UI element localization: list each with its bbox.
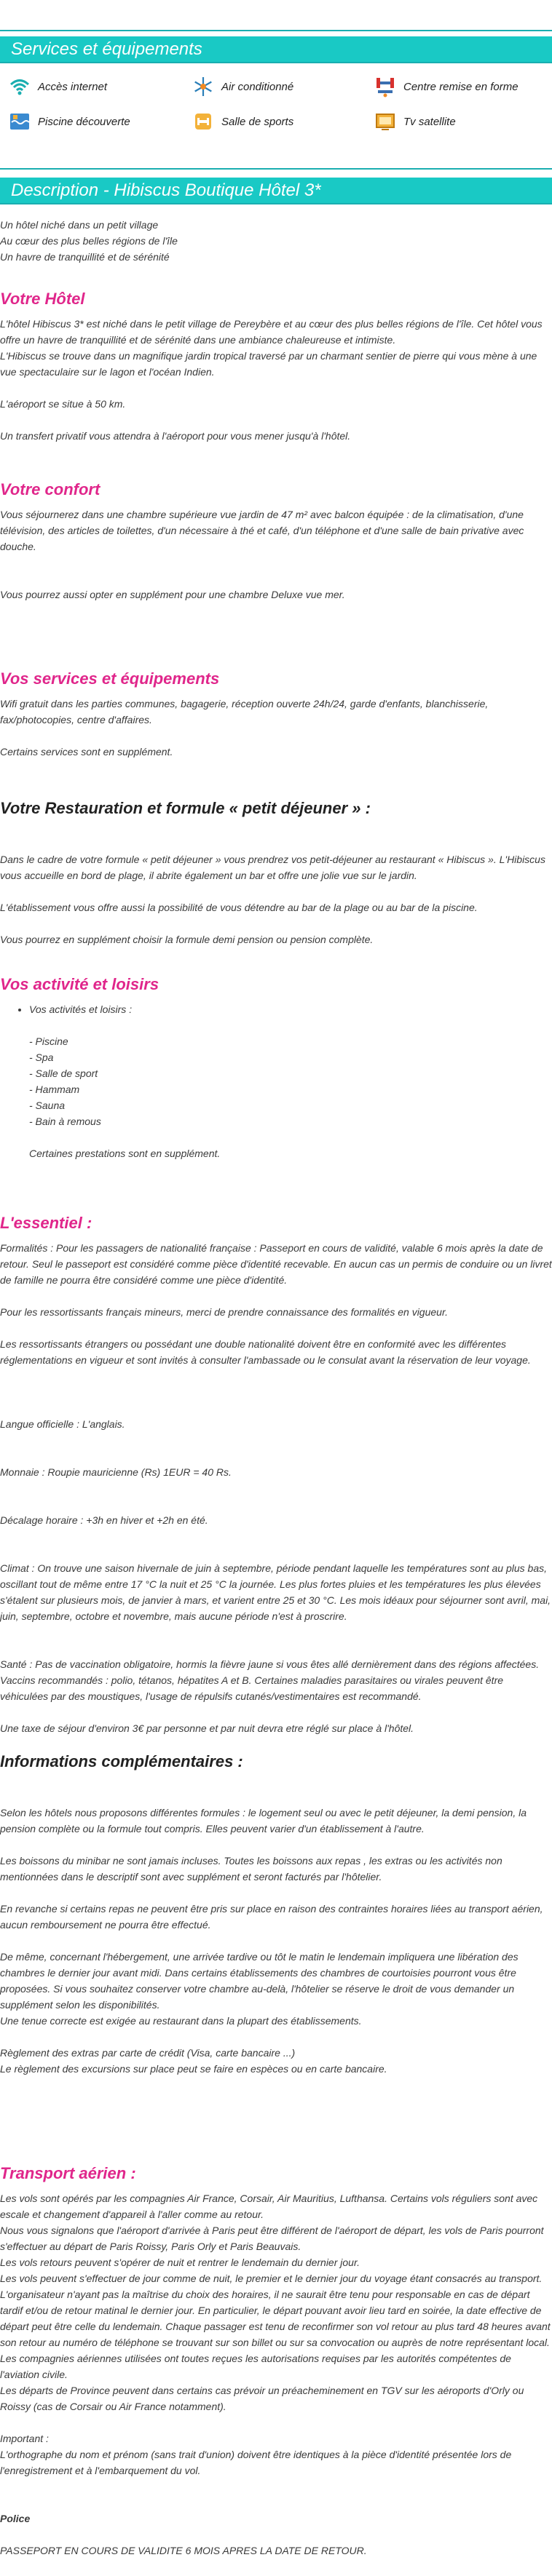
paragraph: Les ressortissants étrangers ou possédant une double nationalité doivent être en conformité avec les différentes réglementations en vigueur et sont invités à consulter l'ambassade ou le consulat avant la réservation de leur voyage. <box>0 1338 531 1366</box>
description-bottom-rule <box>0 203 552 204</box>
transport-section <box>0 2163 552 2559</box>
pool-icon <box>7 111 32 132</box>
paragraph: Vous pourrez aussi opter en supplément pour une chambre Deluxe vue mer. <box>0 589 345 600</box>
paragraph: Un transfert privatif vous attendra à l'aéroport pour vous mener jusqu'à l'hôtel. <box>0 430 351 442</box>
paragraph: L'établissement vous offre aussi la possibilité de vous détendre au bar de la plage ou au bar de la piscine. <box>0 902 478 913</box>
activities-list <box>0 1001 552 1017</box>
amenities-grid <box>0 76 552 140</box>
activities-note: Certaines prestations sont en supplément. <box>29 1148 221 1159</box>
paragraph: Pour les ressortissants français mineurs, merci de prendre connaissance des formalités en vigueur. <box>0 1306 448 1318</box>
section-title: Votre Hôtel <box>0 290 85 308</box>
intro-line: Un hôtel niché dans un petit village <box>0 219 159 231</box>
passport-notice: PASSEPORT EN COURS DE VALIDITE 6 MOIS APRES LA DATE DE RETOUR. <box>0 2545 367 2556</box>
services-section <box>0 668 552 760</box>
services-banner: Services et équipements <box>0 36 552 62</box>
paragraph: Décalage horaire : +3h en hiver et +2h en été. <box>0 1514 208 1526</box>
activity-item: - Sauna <box>29 1100 66 1111</box>
paragraph: De même, concernant l'hébergement, une arrivée tardive ou tôt le matin le lendemain impliquera une libération des chambres le dernier jour avant midi. Dans certains établissements des chambres de courtoisies pourront vous être proposées. Si vous souhaitez conserver votre chambre au-delà, l'hôtelier se réserve le droit de vous demander un supplément selon les disponibilités. <box>0 1951 519 2011</box>
description-top-rule <box>0 168 552 170</box>
section-title: Votre confort <box>0 480 100 498</box>
paragraph: Le règlement des excursions sur place peut se faire en espèces ou en carte bancaire. <box>0 2063 387 2075</box>
amenity-label: Salle de sports <box>221 115 294 128</box>
services-top-rule <box>0 30 552 31</box>
paragraph: Nous vous signalons que l'aéroport d'arrivée à Paris peut être différent de l'aéroport de départ, les vols de Paris pourront s'effectuer au départ de Paris Roissy, Paris Orly et Paris Beauvais. <box>0 2225 544 2252</box>
fitness-icon <box>373 76 398 98</box>
intro-line: Un havre de tranquillité et de sérénité <box>0 251 170 263</box>
paragraph: Climat : On trouve une saison hivernale de juin à septembre, période pendant laquelle les températures sont au plus bas, oscillant tout de même entre 17 °C la nuit et 25 °C la journée. Les plus fortes pluies et les températures les plus élevées s'étalent sur plusieurs mois, de janvier à mars, et varient entre 25 et 30 °C. Les mois idéaux pour séjourner sont avril, mai, juin, septembre, octobre et novembre, mais aucune période n'est à proscrire. <box>0 1562 551 1622</box>
section-title: Vos activité et loisirs <box>0 975 159 993</box>
paragraph: Selon les hôtels nous proposons différentes formules : le logement seul ou avec le petit déjeuner, la demi pension, la pension complète ou la formule tout compris. Elles peuvent varier d'un établissement à l'autre. <box>0 1807 527 1834</box>
paragraph: L'aéroport se situe à 50 km. <box>0 398 126 410</box>
paragraph: Formalités : Pour les passagers de nationalité française : Passeport en cours de validité, valable 6 mois après la date de retour. Seul le passeport est considéré comme pièce d'identité recevable. En aucun cas un permis de conduire ou un livret de famille ne pourra être considéré comme une pièce d'identité. <box>0 1242 552 1286</box>
paragraph: En revanche si certains repas ne peuvent être pris sur place en raison des contraintes horaires liées au transport aérien, aucun remboursement ne pourra être effectué. <box>0 1903 543 1931</box>
amenity-internet <box>7 76 107 98</box>
paragraph: Règlement des extras par carte de crédit (Visa, carte bancaire ...) <box>0 2047 296 2059</box>
amenity-fitness <box>373 76 519 98</box>
paragraph: Une tenue correcte est exigée au restaurant dans la plupart des établissements. <box>0 2015 362 2027</box>
section-title: Votre Restauration et formule « petit déjeuner » : <box>0 799 371 817</box>
section-title: Informations complémentaires : <box>0 1752 243 1770</box>
paragraph: L'orthographe du nom et prénom (sans trait d'union) doivent être identiques à la pièce d'identité présentée lors de l'enregistrement et à l'embarquement du vol. <box>0 2449 512 2476</box>
activities-items <box>0 1033 552 1161</box>
activity-item: - Hammam <box>29 1084 80 1095</box>
amenity-pool <box>7 111 130 132</box>
paragraph: Les vols sont opérés par les compagnies Air France, Corsair, Air Mauritius, Lufthansa. Certains vols réguliers sont avec escale et changement d'appareil à l'aller comme au retour. <box>0 2193 538 2220</box>
intro-block <box>0 217 552 265</box>
paragraph: Langue officielle : L'anglais. <box>0 1418 125 1430</box>
paragraph: Vous pourrez en supplément choisir la formule demi pension ou pension complète. <box>0 934 374 945</box>
section-title: Transport aérien : <box>0 2164 136 2182</box>
amenity-label: Tv satellite <box>403 115 456 128</box>
amenity-label: Air conditionné <box>221 80 294 93</box>
activity-item: - Spa <box>29 1052 54 1063</box>
snowflake-icon <box>191 76 216 98</box>
paragraph: Dans le cadre de votre formule « petit déjeuner » vous prendrez vos petit-déjeuner au restaurant « Hibiscus ». L'Hibiscus vous accueille en bord de plage, il abrite également un bar et offre une jolie vue sur le jardin. <box>0 854 545 881</box>
paragraph: Wifi gratuit dans les parties communes, bagagerie, réception ouverte 24h/24, garde d'enfants, blanchisserie, fax/photocopies, centre d'affaires. <box>0 698 489 726</box>
activities-bullet: • Vos activités et loisirs : <box>29 1001 552 1017</box>
amenity-gym <box>191 111 293 132</box>
wifi-icon <box>7 76 32 98</box>
activity-item: - Bain à remous <box>29 1116 101 1127</box>
votre-confort-section <box>0 479 552 603</box>
paragraph: Une taxe de séjour d'environ 3€ par personne et par nuit devra etre réglé sur place à l'hôtel. <box>0 1722 414 1734</box>
services-bottom-rule <box>0 62 552 63</box>
amenity-label: Accès internet <box>38 80 108 93</box>
paragraph: Les vols retours peuvent s'opérer de nuit et rentrer le lendemain du dernier jour. <box>0 2257 360 2268</box>
paragraph: L'Hibiscus se trouve dans un magnifique jardin tropical traversé par un charmant sentier de pierre qui vous mène à une vue spectaculaire sur le lagon et l'océan Indien. <box>0 350 537 378</box>
paragraph: Monnaie : Roupie mauricienne (Rs) 1EUR = 40 Rs. <box>0 1466 232 1478</box>
section-title: Vos services et équipements <box>0 669 220 688</box>
intro-line: Au cœur des plus belles régions de l'île <box>0 235 178 247</box>
paragraph: Santé : Pas de vaccination obligatoire, hormis la fièvre jaune si vous êtes allé dernièrement dans des régions affectées. Vaccins recommandés : polio, tétanos, hépatites A et B. Certaines maladies parasitaires ou virales peuvent être véhiculées par des moustiques, l'usage de répulsifs cutanés/vestimentaires est recommandé. <box>0 1658 540 1702</box>
amenity-aircon <box>191 76 293 98</box>
paragraph: Les vols peuvent s'effectuer de jour comme de nuit, le premier et le dernier jour du voyage étant consacrés au transport. L'organisateur n'ayant pas la maîtrise du choix des horaires, il ne saurait être tenu pour responsable en cas de départ tardif et/ou de retour matinal le dernier jour. En particulier, le départ pouvant avoir lieu tard en soirée, la date effective de départ peut être celle du lendemain. Chaque passager est tenu de reconfirmer son vol retour au plus tard 48 heures avant son retour au numéro de téléphone se trouvant sur son billet ou sur sa convocation ou auprès de notre représentant local. <box>0 2273 551 2348</box>
gym-icon <box>191 111 216 132</box>
votre-hotel-section <box>0 288 552 444</box>
description-banner: Description - Hibiscus Boutique Hôtel 3* <box>0 178 552 203</box>
section-title: L'essentiel : <box>0 1214 92 1232</box>
activites-section <box>0 974 552 1161</box>
paragraph: L'hôtel Hibiscus 3* est niché dans le petit village de Pereybère et au cœur des plus belles régions de l'île. Cet hôtel vous offre un havre de tranquillité et de sérénité dans une ambiance chaleureuse et intimiste. <box>0 318 543 346</box>
amenity-label: Piscine découverte <box>38 115 130 128</box>
activity-item: - Salle de sport <box>29 1068 98 1079</box>
amenity-tv <box>373 111 456 132</box>
paragraph: Important : <box>0 2433 49 2444</box>
police-label: Police <box>0 2513 31 2524</box>
paragraph: Les boissons du minibar ne sont jamais incluses. Toutes les boissons aux repas , les extras ou les activités non mentionnées dans le descriptif sont avec supplément et seront facturés par l'hôtelier. <box>0 1855 502 1883</box>
paragraph: Certains services sont en supplément. <box>0 746 173 758</box>
paragraph: Vous séjournerez dans une chambre supérieure vue jardin de 47 m² avec balcon équipée : de la climatisation, d'une télévision, des articles de toilettes, d'un nécessaire à thé et café, d'un téléphone et d'une salle de bain privative avec douche. <box>0 509 524 552</box>
amenity-label: Centre remise en forme <box>403 80 519 93</box>
paragraph: Les compagnies aériennes utilisées ont toutes reçues les autorisations requises par les autorités compétentes de l'aviation civile. <box>0 2353 511 2380</box>
restauration-section <box>0 798 552 947</box>
essentiel-section <box>0 1212 552 1736</box>
infos-section <box>0 1751 552 2077</box>
tv-icon <box>373 111 398 132</box>
activity-item: - Piscine <box>29 1035 68 1047</box>
paragraph: Les départs de Province peuvent dans certains cas prévoir un préacheminement en TGV sur les aéroports d'Orly ou Roissy (cas de Corsair ou Air France notamment). <box>0 2385 524 2412</box>
